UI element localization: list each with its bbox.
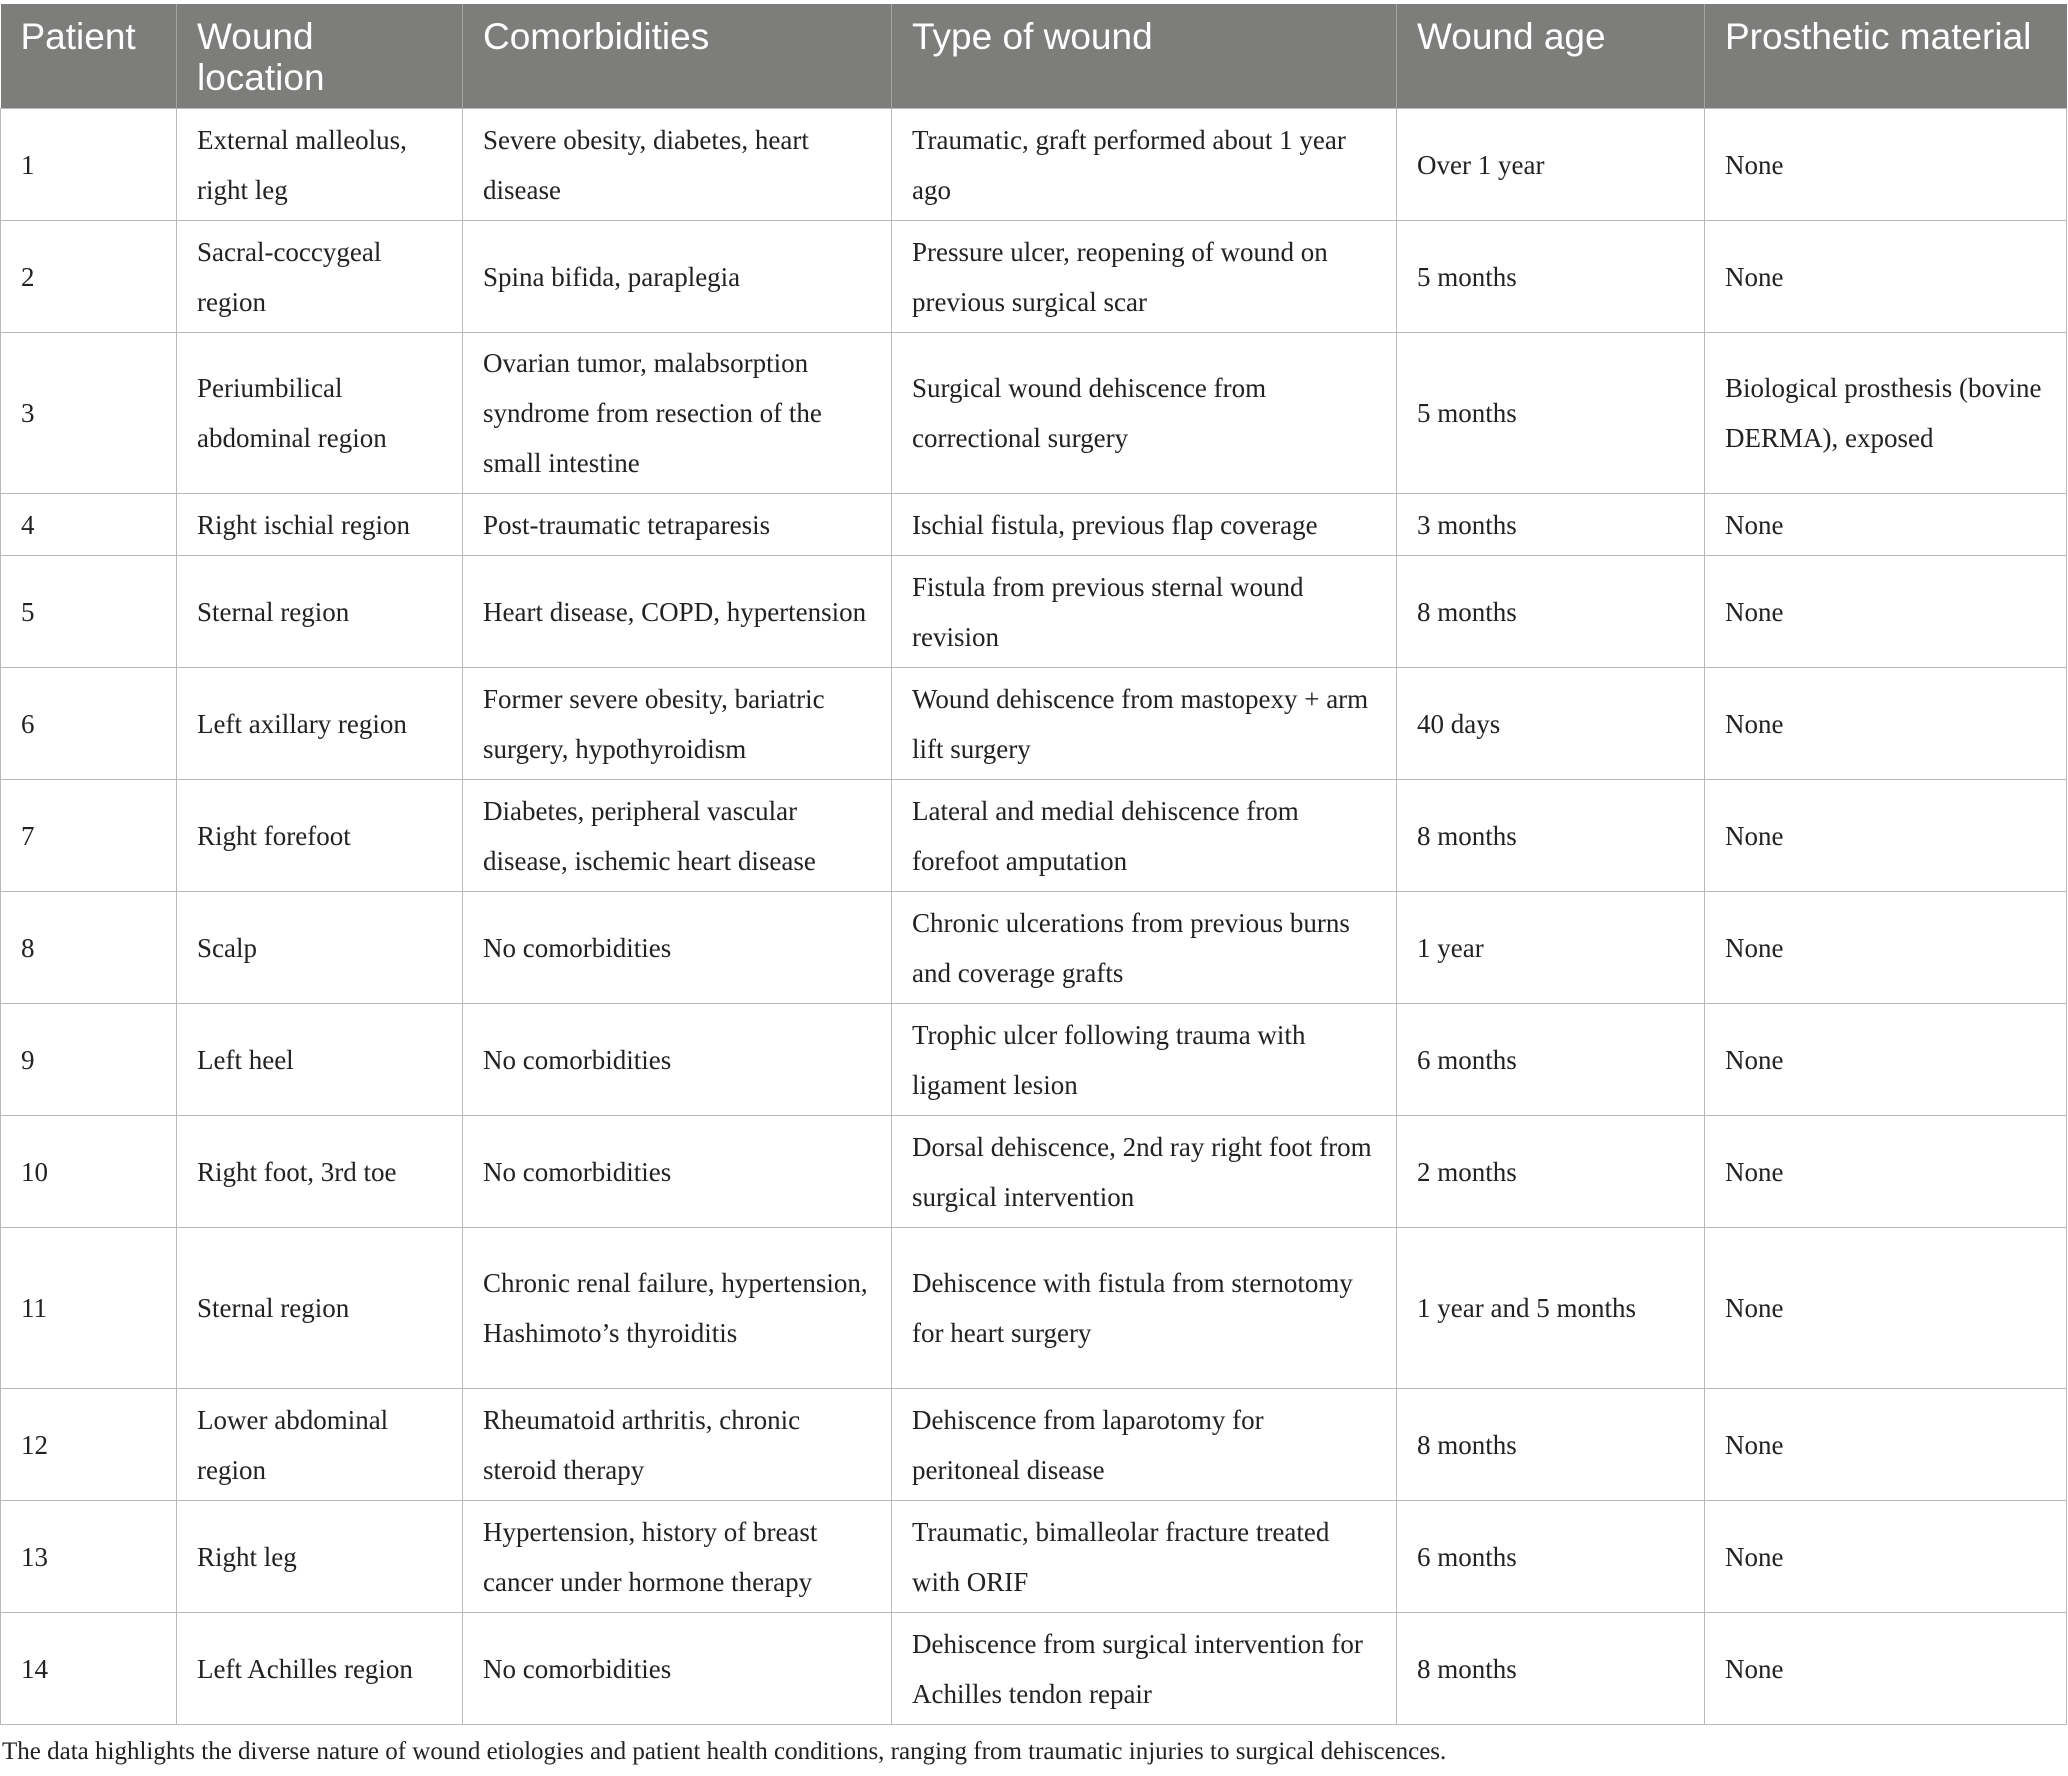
cell-comorbidities: No comorbidities xyxy=(463,1116,892,1228)
cell-wound-location: Sacral-coccygeal region xyxy=(177,221,463,333)
table-row xyxy=(1,1004,2067,1116)
table-row xyxy=(1,333,2067,494)
header-prosthetic-material: Prosthetic material xyxy=(1705,4,2067,109)
cell-wound-location: Right ischial region xyxy=(177,494,463,556)
cell-type-of-wound: Dehiscence from laparotomy for peritoneal disease xyxy=(892,1389,1397,1501)
table-header xyxy=(1,4,2067,109)
cell-patient: 14 xyxy=(1,1613,177,1725)
cell-wound-location: Right leg xyxy=(177,1501,463,1613)
header-wound-location: Wound location xyxy=(177,4,463,109)
patient-wound-table xyxy=(0,4,2067,1725)
cell-wound-age: 8 months xyxy=(1397,556,1705,668)
cell-wound-location: External malleolus, right leg xyxy=(177,109,463,221)
cell-prosthetic-material: None xyxy=(1705,1116,2067,1228)
cell-patient: 6 xyxy=(1,668,177,780)
table-body xyxy=(1,109,2067,1725)
cell-prosthetic-material: None xyxy=(1705,1228,2067,1389)
cell-wound-age: 5 months xyxy=(1397,221,1705,333)
cell-comorbidities: Diabetes, peripheral vascular disease, ischemic heart disease xyxy=(463,780,892,892)
cell-type-of-wound: Fistula from previous sternal wound revision xyxy=(892,556,1397,668)
table-row xyxy=(1,780,2067,892)
cell-patient: 8 xyxy=(1,892,177,1004)
cell-wound-age: 8 months xyxy=(1397,780,1705,892)
cell-comorbidities: No comorbidities xyxy=(463,1613,892,1725)
cell-type-of-wound: Surgical wound dehiscence from correctional surgery xyxy=(892,333,1397,494)
cell-comorbidities: Rheumatoid arthritis, chronic steroid therapy xyxy=(463,1389,892,1501)
cell-comorbidities: Ovarian tumor, malabsorption syndrome from resection of the small intestine xyxy=(463,333,892,494)
cell-comorbidities: Heart disease, COPD, hypertension xyxy=(463,556,892,668)
cell-wound-location: Periumbilical abdominal region xyxy=(177,333,463,494)
cell-type-of-wound: Trophic ulcer following trauma with ligament lesion xyxy=(892,1004,1397,1116)
cell-type-of-wound: Dehiscence with fistula from sternotomy for heart surgery xyxy=(892,1228,1397,1389)
cell-prosthetic-material: None xyxy=(1705,1389,2067,1501)
cell-wound-location: Right foot, 3rd toe xyxy=(177,1116,463,1228)
table-row xyxy=(1,668,2067,780)
cell-prosthetic-material: None xyxy=(1705,494,2067,556)
table-row xyxy=(1,1389,2067,1501)
cell-comorbidities: Severe obesity, diabetes, heart disease xyxy=(463,109,892,221)
cell-prosthetic-material: None xyxy=(1705,1501,2067,1613)
cell-patient: 7 xyxy=(1,780,177,892)
cell-type-of-wound: Wound dehiscence from mastopexy + arm lift surgery xyxy=(892,668,1397,780)
cell-patient: 9 xyxy=(1,1004,177,1116)
table-row xyxy=(1,556,2067,668)
cell-wound-location: Sternal region xyxy=(177,556,463,668)
cell-prosthetic-material: None xyxy=(1705,892,2067,1004)
cell-wound-age: 2 months xyxy=(1397,1116,1705,1228)
header-type-of-wound: Type of wound xyxy=(892,4,1397,109)
cell-wound-location: Scalp xyxy=(177,892,463,1004)
cell-prosthetic-material: None xyxy=(1705,1004,2067,1116)
cell-type-of-wound: Dorsal dehiscence, 2nd ray right foot from surgical intervention xyxy=(892,1116,1397,1228)
table-row xyxy=(1,1116,2067,1228)
cell-prosthetic-material: None xyxy=(1705,109,2067,221)
cell-wound-age: 1 year xyxy=(1397,892,1705,1004)
cell-patient: 4 xyxy=(1,494,177,556)
cell-comorbidities: No comorbidities xyxy=(463,1004,892,1116)
cell-type-of-wound: Ischial fistula, previous flap coverage xyxy=(892,494,1397,556)
cell-comorbidities: Former severe obesity, bariatric surgery, hypothyroidism xyxy=(463,668,892,780)
cell-type-of-wound: Chronic ulcerations from previous burns and coverage grafts xyxy=(892,892,1397,1004)
cell-type-of-wound: Traumatic, bimalleolar fracture treated with ORIF xyxy=(892,1501,1397,1613)
cell-patient: 5 xyxy=(1,556,177,668)
cell-patient: 2 xyxy=(1,221,177,333)
cell-prosthetic-material: None xyxy=(1705,221,2067,333)
cell-type-of-wound: Pressure ulcer, reopening of wound on previous surgical scar xyxy=(892,221,1397,333)
cell-wound-age: 6 months xyxy=(1397,1501,1705,1613)
cell-wound-age: 1 year and 5 months xyxy=(1397,1228,1705,1389)
cell-patient: 10 xyxy=(1,1116,177,1228)
cell-prosthetic-material: Biological prosthesis (bovine DERMA), exposed xyxy=(1705,333,2067,494)
cell-wound-location: Left Achilles region xyxy=(177,1613,463,1725)
cell-wound-location: Sternal region xyxy=(177,1228,463,1389)
header-row xyxy=(1,4,2067,109)
cell-prosthetic-material: None xyxy=(1705,780,2067,892)
cell-comorbidities: Hypertension, history of breast cancer under hormone therapy xyxy=(463,1501,892,1613)
table-row xyxy=(1,1613,2067,1725)
table-row xyxy=(1,494,2067,556)
cell-comorbidities: Post-traumatic tetraparesis xyxy=(463,494,892,556)
table-row xyxy=(1,1501,2067,1613)
table-row xyxy=(1,892,2067,1004)
cell-type-of-wound: Traumatic, graft performed about 1 year ago xyxy=(892,109,1397,221)
cell-wound-age: Over 1 year xyxy=(1397,109,1705,221)
cell-patient: 1 xyxy=(1,109,177,221)
cell-type-of-wound: Lateral and medial dehiscence from forefoot amputation xyxy=(892,780,1397,892)
cell-wound-age: 40 days xyxy=(1397,668,1705,780)
cell-type-of-wound: Dehiscence from surgical intervention for Achilles tendon repair xyxy=(892,1613,1397,1725)
cell-prosthetic-material: None xyxy=(1705,1613,2067,1725)
header-wound-age: Wound age xyxy=(1397,4,1705,109)
cell-patient: 11 xyxy=(1,1228,177,1389)
cell-wound-location: Right forefoot xyxy=(177,780,463,892)
table-row xyxy=(1,109,2067,221)
header-patient: Patient xyxy=(1,4,177,109)
table-row xyxy=(1,221,2067,333)
header-comorbidities: Comorbidities xyxy=(463,4,892,109)
cell-patient: 3 xyxy=(1,333,177,494)
cell-comorbidities: Spina bifida, paraplegia xyxy=(463,221,892,333)
cell-wound-age: 8 months xyxy=(1397,1613,1705,1725)
table-row xyxy=(1,1228,2067,1389)
cell-wound-location: Left axillary region xyxy=(177,668,463,780)
cell-wound-age: 3 months xyxy=(1397,494,1705,556)
cell-comorbidities: Chronic renal failure, hypertension, Hashimoto’s thyroiditis xyxy=(463,1228,892,1389)
cell-prosthetic-material: None xyxy=(1705,668,2067,780)
cell-wound-location: Left heel xyxy=(177,1004,463,1116)
cell-wound-age: 6 months xyxy=(1397,1004,1705,1116)
cell-wound-location: Lower abdominal region xyxy=(177,1389,463,1501)
cell-wound-age: 8 months xyxy=(1397,1389,1705,1501)
table-caption: The data highlights the diverse nature of wound etiologies and patient health conditions, ranging from traumatic injuries to surgical dehiscences. xyxy=(2,1738,1447,1765)
cell-patient: 12 xyxy=(1,1389,177,1501)
cell-patient: 13 xyxy=(1,1501,177,1613)
cell-wound-age: 5 months xyxy=(1397,333,1705,494)
cell-prosthetic-material: None xyxy=(1705,556,2067,668)
cell-comorbidities: No comorbidities xyxy=(463,892,892,1004)
